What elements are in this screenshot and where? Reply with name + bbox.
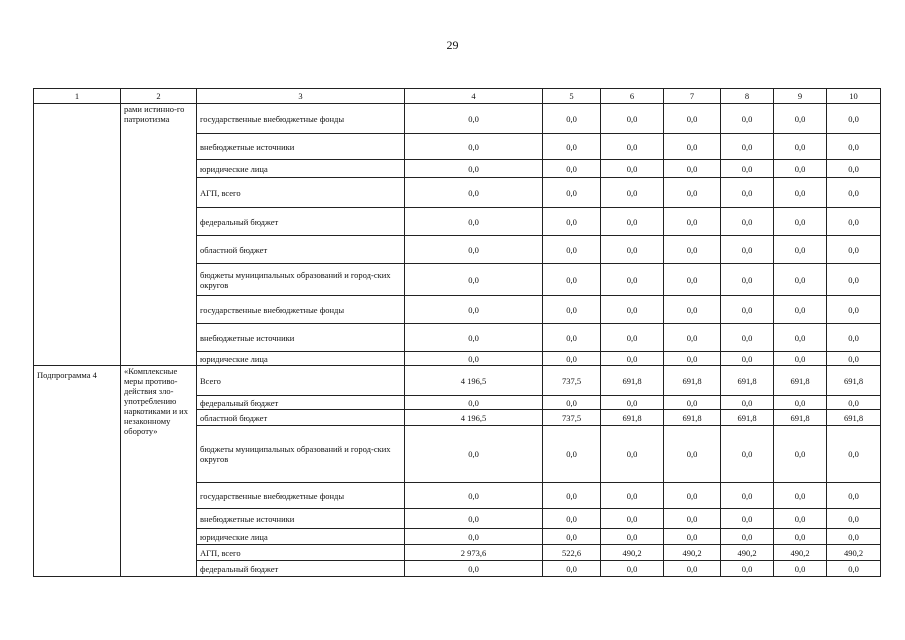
value-cell: 0,0 — [721, 426, 774, 483]
value-cell: 490,2 — [664, 545, 721, 561]
header-row — [34, 89, 881, 104]
funding-source-cell: бюджеты муниципальных образований и город-ских округов — [197, 426, 405, 483]
value-cell: 0,0 — [774, 208, 827, 236]
value-cell: 0,0 — [543, 236, 601, 264]
value-cell: 0,0 — [827, 426, 881, 483]
value-cell: 0,0 — [601, 264, 664, 296]
value-cell: 0,0 — [543, 104, 601, 134]
subprogram-title-cell: «Комплексные меры противо-действия зло-употреблению наркотиками и их незаконному обороту» — [121, 366, 197, 577]
value-cell: 4 196,5 — [405, 366, 543, 396]
value-cell: 0,0 — [405, 264, 543, 296]
value-cell: 0,0 — [664, 483, 721, 509]
funding-source-cell: внебюджетные источники — [197, 324, 405, 352]
value-cell: 0,0 — [721, 529, 774, 545]
value-cell: 0,0 — [601, 509, 664, 529]
value-cell: 0,0 — [601, 352, 664, 366]
value-cell: 0,0 — [601, 426, 664, 483]
value-cell: 0,0 — [601, 483, 664, 509]
value-cell: 2 973,6 — [405, 545, 543, 561]
value-cell: 0,0 — [774, 561, 827, 577]
value-cell: 0,0 — [405, 352, 543, 366]
value-cell: 0,0 — [664, 529, 721, 545]
value-cell: 0,0 — [721, 509, 774, 529]
value-cell: 0,0 — [827, 324, 881, 352]
value-cell: 0,0 — [664, 104, 721, 134]
value-cell: 0,0 — [827, 296, 881, 324]
value-cell: 0,0 — [664, 178, 721, 208]
funding-source-cell: государственные внебюджетные фонды — [197, 483, 405, 509]
value-cell: 0,0 — [405, 178, 543, 208]
value-cell: 0,0 — [543, 324, 601, 352]
value-cell: 0,0 — [664, 561, 721, 577]
value-cell: 0,0 — [827, 264, 881, 296]
value-cell: 0,0 — [601, 324, 664, 352]
value-cell: 0,0 — [721, 296, 774, 324]
value-cell: 490,2 — [601, 545, 664, 561]
value-cell: 0,0 — [405, 104, 543, 134]
funding-source-cell: Всего — [197, 366, 405, 396]
value-cell: 0,0 — [405, 134, 543, 160]
value-cell: 0,0 — [405, 426, 543, 483]
value-cell: 0,0 — [543, 352, 601, 366]
value-cell: 0,0 — [664, 352, 721, 366]
table-row — [34, 104, 881, 134]
value-cell: 0,0 — [601, 178, 664, 208]
value-cell: 0,0 — [664, 509, 721, 529]
value-cell: 0,0 — [405, 324, 543, 352]
value-cell: 0,0 — [721, 160, 774, 178]
value-cell: 0,0 — [774, 296, 827, 324]
subprogram-cell — [34, 104, 121, 366]
value-cell: 0,0 — [543, 296, 601, 324]
value-cell: 0,0 — [664, 426, 721, 483]
value-cell: 0,0 — [405, 509, 543, 529]
value-cell: 0,0 — [664, 396, 721, 410]
value-cell: 0,0 — [601, 296, 664, 324]
funding-source-cell: областной бюджет — [197, 236, 405, 264]
value-cell: 0,0 — [721, 208, 774, 236]
value-cell: 0,0 — [774, 352, 827, 366]
value-cell: 490,2 — [721, 545, 774, 561]
header-cell: 8 — [721, 89, 774, 104]
value-cell: 0,0 — [721, 104, 774, 134]
value-cell: 691,8 — [721, 366, 774, 396]
funding-source-cell: федеральный бюджет — [197, 208, 405, 236]
funding-source-cell: юридические лица — [197, 529, 405, 545]
value-cell: 0,0 — [601, 561, 664, 577]
value-cell: 0,0 — [774, 104, 827, 134]
value-cell: 0,0 — [405, 208, 543, 236]
value-cell: 0,0 — [664, 134, 721, 160]
header-cell: 9 — [774, 89, 827, 104]
value-cell: 0,0 — [543, 178, 601, 208]
value-cell: 0,0 — [543, 529, 601, 545]
value-cell: 0,0 — [721, 561, 774, 577]
value-cell: 0,0 — [827, 483, 881, 509]
header-cell: 10 — [827, 89, 881, 104]
table-row — [34, 366, 881, 396]
value-cell: 691,8 — [601, 410, 664, 426]
header-cell: 1 — [34, 89, 121, 104]
value-cell: 691,8 — [774, 366, 827, 396]
value-cell: 691,8 — [774, 410, 827, 426]
value-cell: 737,5 — [543, 366, 601, 396]
value-cell: 0,0 — [827, 236, 881, 264]
value-cell: 0,0 — [774, 236, 827, 264]
value-cell: 0,0 — [543, 160, 601, 178]
page-number: 29 — [446, 38, 459, 52]
value-cell: 490,2 — [827, 545, 881, 561]
value-cell: 0,0 — [774, 134, 827, 160]
value-cell: 4 196,5 — [405, 410, 543, 426]
funding-source-cell: внебюджетные источники — [197, 134, 405, 160]
value-cell: 0,0 — [827, 104, 881, 134]
value-cell: 691,8 — [827, 366, 881, 396]
value-cell: 737,5 — [543, 410, 601, 426]
value-cell: 0,0 — [827, 561, 881, 577]
value-cell: 0,0 — [664, 208, 721, 236]
value-cell: 0,0 — [543, 426, 601, 483]
header-cell: 5 — [543, 89, 601, 104]
value-cell: 691,8 — [664, 366, 721, 396]
value-cell: 0,0 — [827, 208, 881, 236]
value-cell: 691,8 — [664, 410, 721, 426]
header-cell: 4 — [405, 89, 543, 104]
value-cell: 0,0 — [774, 529, 827, 545]
table-body — [34, 104, 881, 577]
value-cell: 0,0 — [774, 178, 827, 208]
value-cell: 0,0 — [827, 178, 881, 208]
value-cell: 490,2 — [774, 545, 827, 561]
value-cell: 0,0 — [827, 134, 881, 160]
value-cell: 0,0 — [405, 296, 543, 324]
value-cell: 0,0 — [827, 509, 881, 529]
value-cell: 0,0 — [721, 178, 774, 208]
funding-source-cell: АГП, всего — [197, 178, 405, 208]
value-cell: 0,0 — [774, 509, 827, 529]
value-cell: 0,0 — [721, 483, 774, 509]
funding-source-cell: юридические лица — [197, 160, 405, 178]
value-cell: 0,0 — [774, 264, 827, 296]
value-cell: 0,0 — [543, 134, 601, 160]
value-cell: 0,0 — [721, 324, 774, 352]
value-cell: 0,0 — [827, 352, 881, 366]
funding-source-cell: областной бюджет — [197, 410, 405, 426]
value-cell: 0,0 — [827, 160, 881, 178]
value-cell: 0,0 — [601, 208, 664, 236]
header-cell: 3 — [197, 89, 405, 104]
value-cell: 0,0 — [721, 396, 774, 410]
value-cell: 0,0 — [827, 396, 881, 410]
value-cell: 0,0 — [664, 160, 721, 178]
value-cell: 0,0 — [601, 396, 664, 410]
value-cell: 0,0 — [774, 324, 827, 352]
funding-source-cell: внебюджетные источники — [197, 509, 405, 529]
subprogram-title-cell: рами истинно-го патриотизма — [121, 104, 197, 366]
value-cell: 0,0 — [543, 264, 601, 296]
value-cell: 0,0 — [405, 483, 543, 509]
value-cell: 0,0 — [721, 352, 774, 366]
value-cell: 0,0 — [774, 160, 827, 178]
header-cell: 6 — [601, 89, 664, 104]
header-cell: 2 — [121, 89, 197, 104]
subprogram-cell: Подпрограмма 4 — [34, 366, 121, 577]
value-cell: 0,0 — [601, 236, 664, 264]
value-cell: 0,0 — [543, 509, 601, 529]
funding-source-cell: государственные внебюджетные фонды — [197, 104, 405, 134]
value-cell: 691,8 — [827, 410, 881, 426]
funding-source-cell: бюджеты муниципальных образований и город-ских округов — [197, 264, 405, 296]
value-cell: 0,0 — [774, 396, 827, 410]
funding-source-cell: юридические лица — [197, 352, 405, 366]
value-cell: 0,0 — [601, 134, 664, 160]
value-cell: 522,6 — [543, 545, 601, 561]
header-cell: 7 — [664, 89, 721, 104]
value-cell: 0,0 — [721, 264, 774, 296]
value-cell: 691,8 — [721, 410, 774, 426]
value-cell: 0,0 — [774, 426, 827, 483]
value-cell: 0,0 — [827, 529, 881, 545]
value-cell: 0,0 — [721, 134, 774, 160]
value-cell: 691,8 — [601, 366, 664, 396]
budget-table — [33, 88, 881, 577]
value-cell: 0,0 — [405, 396, 543, 410]
funding-source-cell: государственные внебюджетные фонды — [197, 296, 405, 324]
value-cell: 0,0 — [405, 529, 543, 545]
value-cell: 0,0 — [774, 483, 827, 509]
value-cell: 0,0 — [721, 236, 774, 264]
value-cell: 0,0 — [543, 483, 601, 509]
value-cell: 0,0 — [543, 208, 601, 236]
value-cell: 0,0 — [405, 160, 543, 178]
value-cell: 0,0 — [543, 396, 601, 410]
value-cell: 0,0 — [664, 324, 721, 352]
value-cell: 0,0 — [664, 264, 721, 296]
funding-source-cell: федеральный бюджет — [197, 561, 405, 577]
value-cell: 0,0 — [601, 104, 664, 134]
value-cell: 0,0 — [601, 529, 664, 545]
value-cell: 0,0 — [601, 160, 664, 178]
value-cell: 0,0 — [405, 236, 543, 264]
value-cell: 0,0 — [664, 236, 721, 264]
value-cell: 0,0 — [543, 561, 601, 577]
value-cell: 0,0 — [664, 296, 721, 324]
value-cell: 0,0 — [405, 561, 543, 577]
funding-source-cell: АГП, всего — [197, 545, 405, 561]
funding-source-cell: федеральный бюджет — [197, 396, 405, 410]
